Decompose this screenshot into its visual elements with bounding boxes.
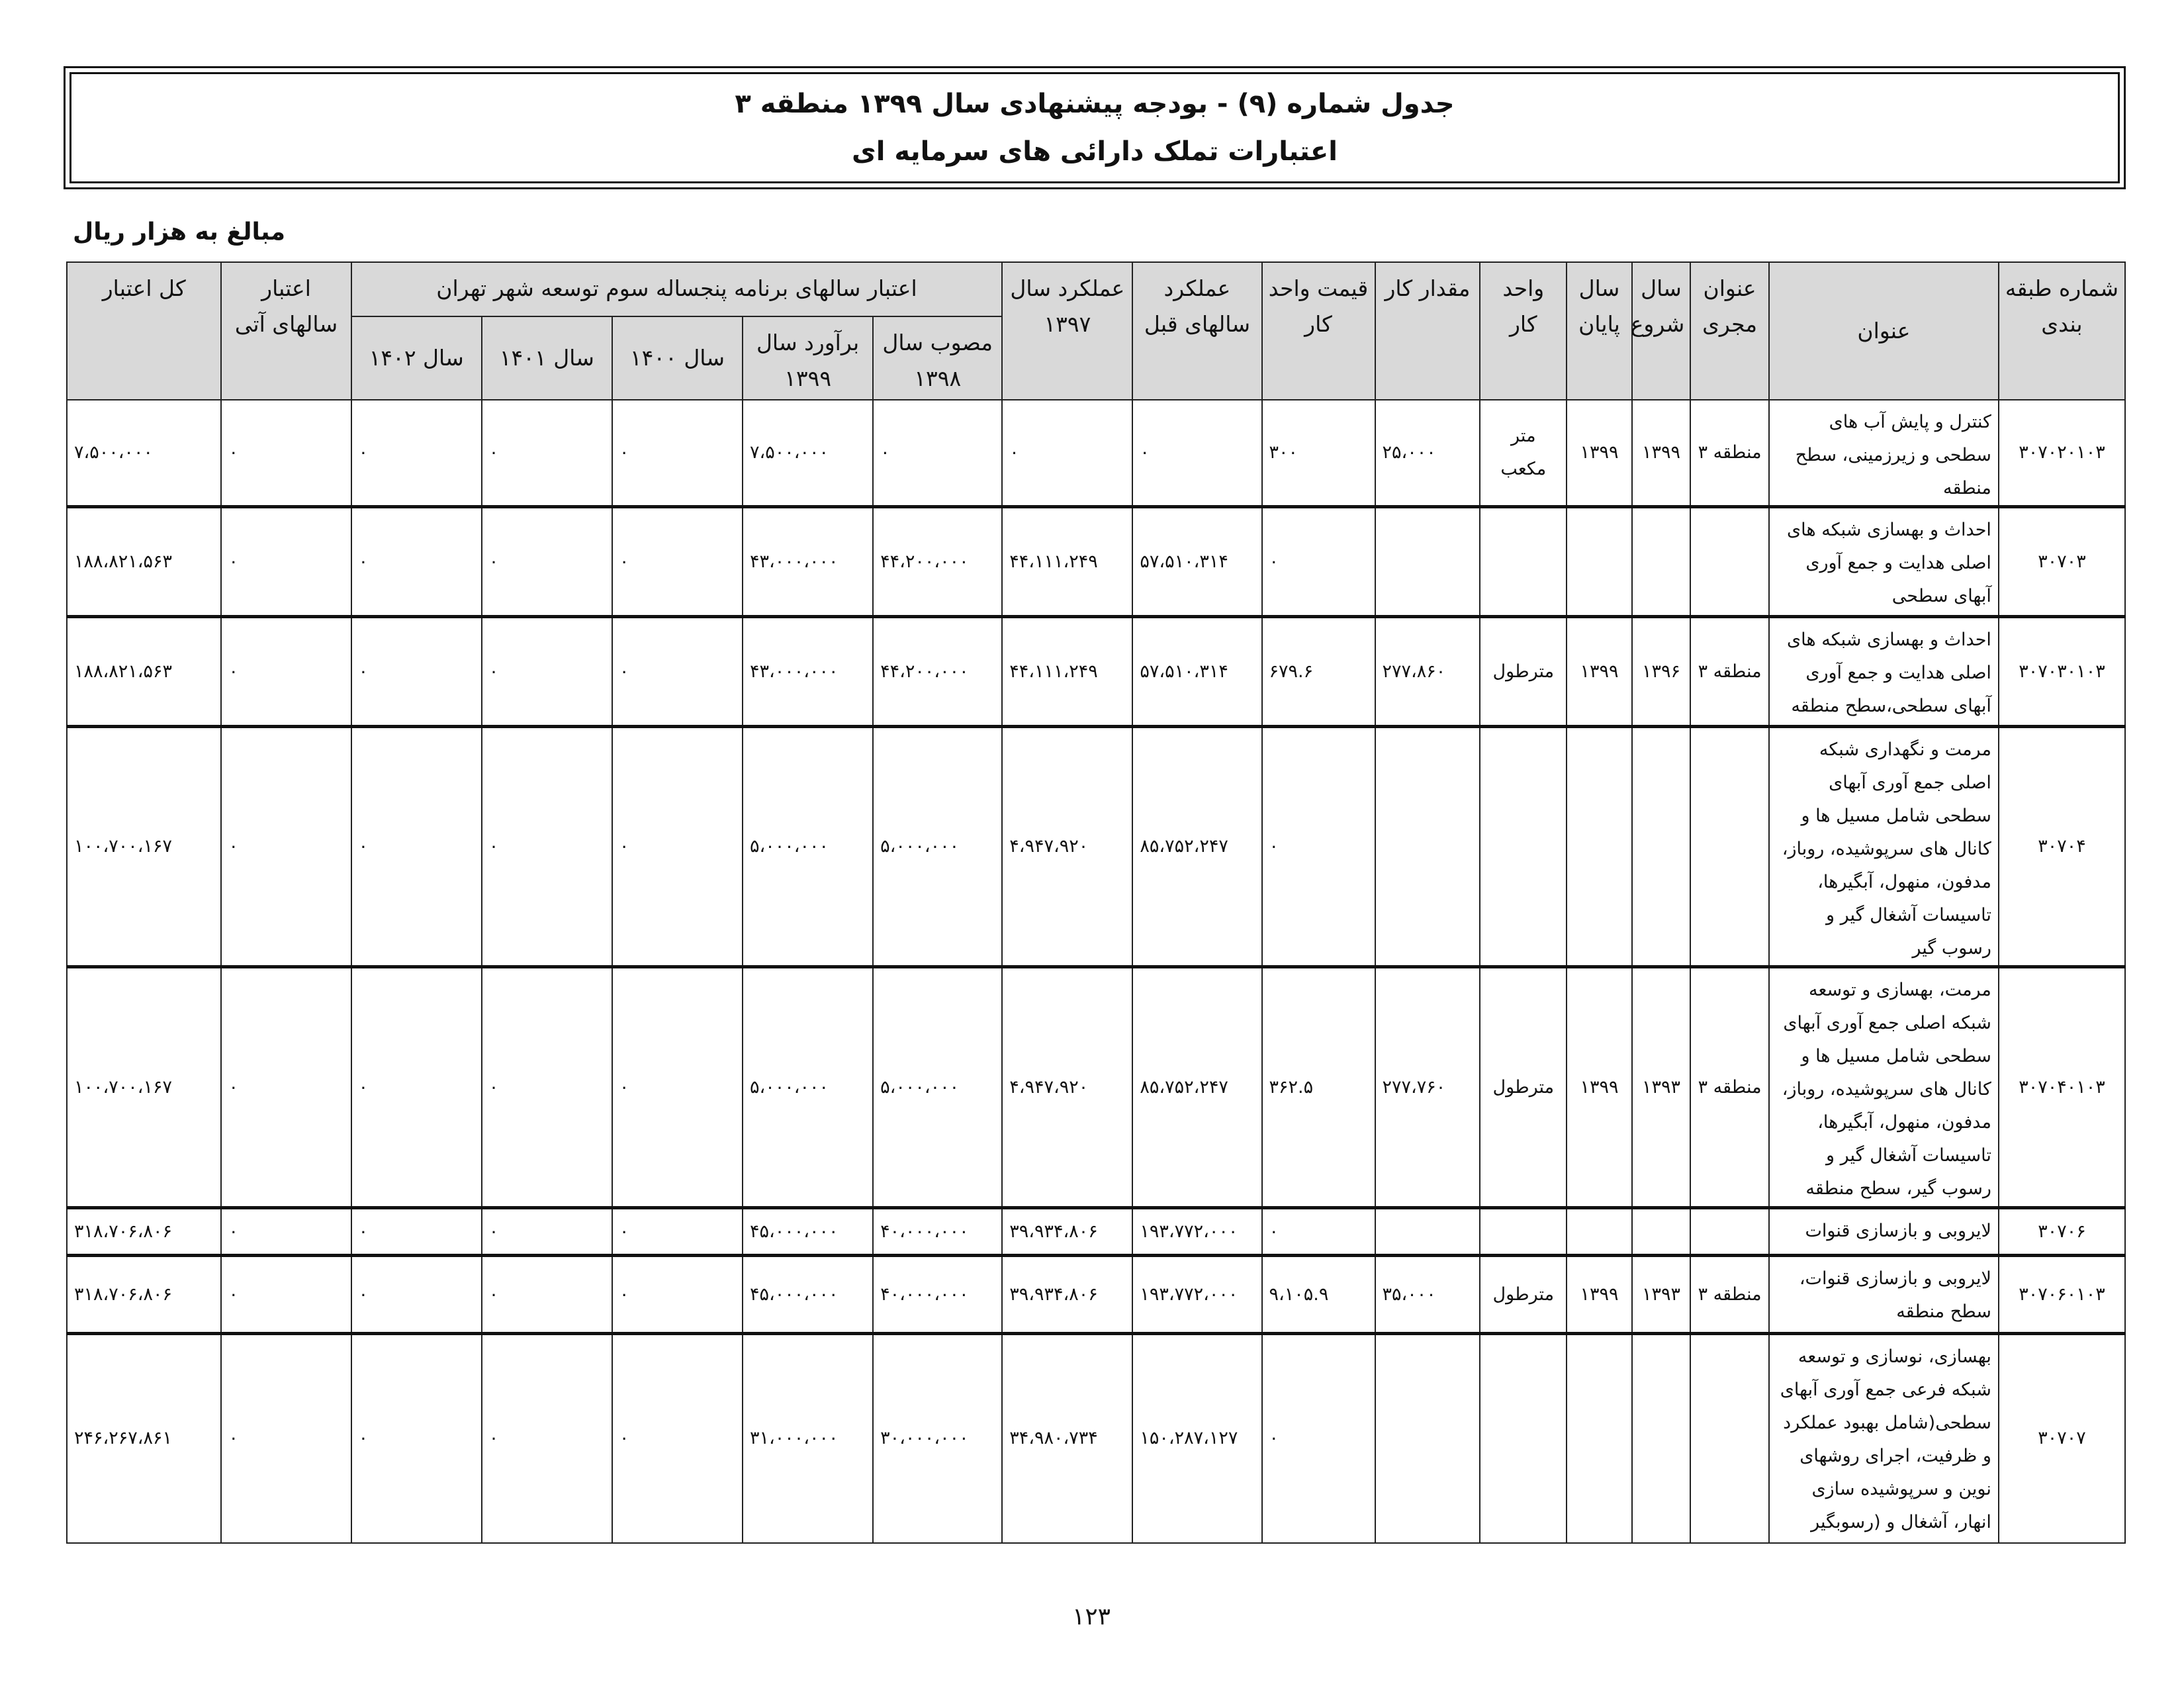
cell-future-credit: ۰ — [221, 507, 351, 617]
cell-end-year — [1567, 1208, 1632, 1256]
cell-unit-price: ۶۷۹.۶ — [1262, 617, 1375, 727]
col-header-title: عنوان — [1769, 262, 1999, 400]
cell-estimate-1399: ۴۳،۰۰۰،۰۰۰ — [743, 617, 873, 727]
cell-start-year: ۱۳۹۶ — [1632, 617, 1691, 727]
cell-start-year — [1632, 507, 1691, 617]
cell-estimate-1399: ۴۳،۰۰۰،۰۰۰ — [743, 507, 873, 617]
cell-year-1401: ۰ — [482, 1334, 612, 1543]
cell-unit: متر مکعب — [1480, 400, 1567, 507]
cell-performance-1397: ۳۹،۹۳۴،۸۰۶ — [1002, 1256, 1132, 1334]
table-body — [67, 400, 2125, 1543]
cell-year-1402: ۰ — [351, 967, 482, 1208]
cell-year-1402: ۰ — [351, 1208, 482, 1256]
table-row — [67, 1256, 2125, 1334]
page-number: ۱۲۳ — [1072, 1603, 1111, 1630]
cell-start-year: ۱۳۹۹ — [1632, 400, 1691, 507]
table-title: جدول شماره (۹) - بودجه پیشنهادی سال ۱۳۹۹ منطقه ۳ — [735, 89, 1455, 119]
cell-future-credit: ۰ — [221, 617, 351, 727]
cell-title: لایروبی و بازسازی قنوات، سطح منطقه — [1769, 1256, 1999, 1334]
table-row — [67, 507, 2125, 617]
cell-unit-price: ۰ — [1262, 1334, 1375, 1543]
cell-unit — [1480, 1334, 1567, 1543]
cell-unit-price: ۳۰۰ — [1262, 400, 1375, 507]
cell-estimate-1399: ۴۵،۰۰۰،۰۰۰ — [743, 1256, 873, 1334]
cell-code: ۳۰۷۰۳ — [1999, 507, 2125, 617]
col-header-performance-1397: عملکرد سال ۱۳۹۷ — [1002, 262, 1132, 400]
cell-total-credit: ۱۸۸،۸۲۱،۵۶۳ — [67, 617, 221, 727]
col-header-year-1402: سال ۱۴۰۲ — [351, 316, 482, 400]
cell-code: ۳۰۷۰۴ — [1999, 727, 2125, 967]
cell-future-credit: ۰ — [221, 727, 351, 967]
col-header-code: شماره طبقه بندی — [1999, 262, 2125, 400]
cell-approved-1398: ۴۴،۲۰۰،۰۰۰ — [873, 507, 1002, 617]
cell-start-year — [1632, 1208, 1691, 1256]
cell-year-1400: ۰ — [612, 967, 743, 1208]
cell-future-credit: ۰ — [221, 1256, 351, 1334]
cell-title: بهسازی، نوسازی و توسعه شبکه فرعی جمع آوری آبهای سطحی(شامل بهبود عملکرد و ظرفیت، اجرای روشهای نوین و سرپوشیده سازی انهار، آشغال و (رسوبگیر — [1769, 1334, 1999, 1543]
cell-executor — [1690, 727, 1769, 967]
cell-quantity — [1375, 727, 1480, 967]
cell-quantity: ۲۷۷،۸۶۰ — [1375, 617, 1480, 727]
col-header-future-credit: اعتبار سالهای آتی — [221, 262, 351, 400]
cell-total-credit: ۲۴۶،۲۶۷،۸۶۱ — [67, 1334, 221, 1543]
col-header-executor: عنوان مجری — [1690, 262, 1769, 400]
cell-total-credit: ۳۱۸،۷۰۶،۸۰۶ — [67, 1208, 221, 1256]
col-header-prior-performance: عملکرد سالهای قبل — [1132, 262, 1261, 400]
cell-year-1401: ۰ — [482, 507, 612, 617]
cell-performance-1397: ۳۴،۹۸۰،۷۳۴ — [1002, 1334, 1132, 1543]
cell-performance-1397: ۴۴،۱۱۱،۲۴۹ — [1002, 507, 1132, 617]
cell-approved-1398: ۵،۰۰۰،۰۰۰ — [873, 727, 1002, 967]
cell-prior-performance: ۱۹۳،۷۷۲،۰۰۰ — [1132, 1256, 1261, 1334]
cell-quantity: ۲۷۷،۷۶۰ — [1375, 967, 1480, 1208]
cell-future-credit: ۰ — [221, 400, 351, 507]
cell-start-year: ۱۳۹۳ — [1632, 1256, 1691, 1334]
cell-code: ۳۰۷۰۶۰۱۰۳ — [1999, 1256, 2125, 1334]
cell-estimate-1399: ۷،۵۰۰،۰۰۰ — [743, 400, 873, 507]
cell-estimate-1399: ۵،۰۰۰،۰۰۰ — [743, 727, 873, 967]
title-box — [64, 66, 2126, 189]
cell-executor: منطقه ۳ — [1690, 967, 1769, 1208]
cell-year-1402: ۰ — [351, 617, 482, 727]
cell-title: احداث و بهسازی شبکه های اصلی هدایت و جمع آوری آبهای سطحی،سطح منطقه — [1769, 617, 1999, 727]
col-header-unit: واحد کار — [1480, 262, 1567, 400]
cell-quantity — [1375, 507, 1480, 617]
cell-performance-1397: ۳۹،۹۳۴،۸۰۶ — [1002, 1208, 1132, 1256]
cell-year-1400: ۰ — [612, 1208, 743, 1256]
cell-approved-1398: ۴۴،۲۰۰،۰۰۰ — [873, 617, 1002, 727]
table-row — [67, 967, 2125, 1208]
cell-performance-1397: ۴،۹۴۷،۹۲۰ — [1002, 727, 1132, 967]
cell-total-credit: ۷،۵۰۰،۰۰۰ — [67, 400, 221, 507]
cell-year-1402: ۰ — [351, 1334, 482, 1543]
cell-year-1401: ۰ — [482, 617, 612, 727]
cell-code: ۳۰۷۰۲۰۱۰۳ — [1999, 400, 2125, 507]
cell-year-1400: ۰ — [612, 727, 743, 967]
cell-unit-price: ۰ — [1262, 1208, 1375, 1256]
col-header-quantity: مقدار کار — [1375, 262, 1480, 400]
cell-code: ۳۰۷۰۶ — [1999, 1208, 2125, 1256]
cell-unit — [1480, 1208, 1567, 1256]
budget-table-container — [66, 261, 2126, 1544]
cell-approved-1398: ۳۰،۰۰۰،۰۰۰ — [873, 1334, 1002, 1543]
cell-quantity: ۲۵،۰۰۰ — [1375, 400, 1480, 507]
cell-year-1402: ۰ — [351, 727, 482, 967]
cell-code: ۳۰۷۰۳۰۱۰۳ — [1999, 617, 2125, 727]
cell-end-year — [1567, 507, 1632, 617]
cell-quantity — [1375, 1208, 1480, 1256]
cell-executor: منطقه ۳ — [1690, 1256, 1769, 1334]
cell-year-1402: ۰ — [351, 1256, 482, 1334]
cell-code: ۳۰۷۰۴۰۱۰۳ — [1999, 967, 2125, 1208]
cell-year-1400: ۰ — [612, 1334, 743, 1543]
cell-executor: منطقه ۳ — [1690, 617, 1769, 727]
table-subtitle: اعتبارات تملک دارائی های سرمایه ای — [852, 136, 1338, 167]
cell-unit: مترطول — [1480, 617, 1567, 727]
cell-prior-performance: ۸۵،۷۵۲،۲۴۷ — [1132, 967, 1261, 1208]
cell-unit-price: ۳۶۲.۵ — [1262, 967, 1375, 1208]
cell-prior-performance: ۰ — [1132, 400, 1261, 507]
col-header-unit-price: قیمت واحد کار — [1262, 262, 1375, 400]
cell-approved-1398: ۰ — [873, 400, 1002, 507]
cell-year-1400: ۰ — [612, 617, 743, 727]
cell-estimate-1399: ۴۵،۰۰۰،۰۰۰ — [743, 1208, 873, 1256]
cell-title: کنترل و پایش آب های سطحی و زیرزمینی، سطح منطقه — [1769, 400, 1999, 507]
cell-year-1401: ۰ — [482, 727, 612, 967]
col-header-year-1400: سال ۱۴۰۰ — [612, 316, 743, 400]
currency-unit-note: مبالغ به هزار ریال — [73, 218, 285, 246]
col-header-year-1401: سال ۱۴۰۱ — [482, 316, 612, 400]
cell-prior-performance: ۵۷،۵۱۰،۳۱۴ — [1132, 617, 1261, 727]
cell-performance-1397: ۴۴،۱۱۱،۲۴۹ — [1002, 617, 1132, 727]
cell-unit — [1480, 727, 1567, 967]
cell-year-1400: ۰ — [612, 400, 743, 507]
cell-title: لایروبی و بازسازی قنوات — [1769, 1208, 1999, 1256]
cell-year-1401: ۰ — [482, 1256, 612, 1334]
cell-prior-performance: ۵۷،۵۱۰،۳۱۴ — [1132, 507, 1261, 617]
cell-start-year: ۱۳۹۳ — [1632, 967, 1691, 1208]
title-frame — [69, 72, 2120, 183]
table-row — [67, 617, 2125, 727]
table-row — [67, 1334, 2125, 1543]
cell-unit: مترطول — [1480, 967, 1567, 1208]
cell-year-1401: ۰ — [482, 400, 612, 507]
cell-unit-price: ۹،۱۰۵.۹ — [1262, 1256, 1375, 1334]
cell-year-1401: ۰ — [482, 967, 612, 1208]
cell-unit: مترطول — [1480, 1256, 1567, 1334]
col-header-plan-group: اعتبار سالهای برنامه پنجساله سوم توسعه شهر تهران — [351, 262, 1003, 316]
cell-start-year — [1632, 727, 1691, 967]
cell-year-1401: ۰ — [482, 1208, 612, 1256]
cell-quantity: ۳۵،۰۰۰ — [1375, 1256, 1480, 1334]
cell-total-credit: ۳۱۸،۷۰۶،۸۰۶ — [67, 1256, 221, 1334]
cell-future-credit: ۰ — [221, 1208, 351, 1256]
col-header-estimate-1399: برآورد سال ۱۳۹۹ — [743, 316, 873, 400]
col-header-total-credit: کل اعتبار — [67, 262, 221, 400]
col-header-start-year: سال شروع — [1632, 262, 1691, 400]
cell-future-credit: ۰ — [221, 1334, 351, 1543]
cell-executor — [1690, 1208, 1769, 1256]
cell-end-year: ۱۳۹۹ — [1567, 1256, 1632, 1334]
cell-prior-performance: ۱۹۳،۷۷۲،۰۰۰ — [1132, 1208, 1261, 1256]
cell-title: احداث و بهسازی شبکه های اصلی هدایت و جمع آوری آبهای سطحی — [1769, 507, 1999, 617]
cell-end-year — [1567, 1334, 1632, 1543]
cell-unit — [1480, 507, 1567, 617]
cell-start-year — [1632, 1334, 1691, 1543]
cell-year-1402: ۰ — [351, 400, 482, 507]
cell-code: ۳۰۷۰۷ — [1999, 1334, 2125, 1543]
cell-end-year: ۱۳۹۹ — [1567, 967, 1632, 1208]
col-header-end-year: سال پایان — [1567, 262, 1632, 400]
table-row — [67, 1208, 2125, 1256]
cell-quantity — [1375, 1334, 1480, 1543]
cell-estimate-1399: ۳۱،۰۰۰،۰۰۰ — [743, 1334, 873, 1543]
cell-future-credit: ۰ — [221, 967, 351, 1208]
cell-unit-price: ۰ — [1262, 507, 1375, 617]
cell-end-year — [1567, 727, 1632, 967]
cell-executor — [1690, 507, 1769, 617]
cell-total-credit: ۱۰۰،۷۰۰،۱۶۷ — [67, 727, 221, 967]
cell-estimate-1399: ۵،۰۰۰،۰۰۰ — [743, 967, 873, 1208]
cell-prior-performance: ۱۵۰،۲۸۷،۱۲۷ — [1132, 1334, 1261, 1543]
cell-executor — [1690, 1334, 1769, 1543]
cell-year-1402: ۰ — [351, 507, 482, 617]
cell-title: مرمت و نگهداری شبکه اصلی جمع آوری آبهای سطحی شامل مسیل ها و کانال های سرپوشیده، روباز، مدفون، منهول، آبگیرها، تاسیسات آشغال گیر و رسوب گیر — [1769, 727, 1999, 967]
cell-title: مرمت، بهسازی و توسعه شبکه اصلی جمع آوری آبهای سطحی شامل مسیل ها و کانال های سرپوشیده، روباز، مدفون، منهول، آبگیرها، تاسیسات آشغال گیر و رسوب گیر، سطح منطقه — [1769, 967, 1999, 1208]
cell-approved-1398: ۵،۰۰۰،۰۰۰ — [873, 967, 1002, 1208]
cell-approved-1398: ۴۰،۰۰۰،۰۰۰ — [873, 1256, 1002, 1334]
cell-performance-1397: ۰ — [1002, 400, 1132, 507]
budget-table — [66, 261, 2126, 1544]
cell-year-1400: ۰ — [612, 1256, 743, 1334]
cell-end-year: ۱۳۹۹ — [1567, 400, 1632, 507]
cell-prior-performance: ۸۵،۷۵۲،۲۴۷ — [1132, 727, 1261, 967]
cell-performance-1397: ۴،۹۴۷،۹۲۰ — [1002, 967, 1132, 1208]
table-row — [67, 727, 2125, 967]
cell-year-1400: ۰ — [612, 507, 743, 617]
cell-total-credit: ۱۸۸،۸۲۱،۵۶۳ — [67, 507, 221, 617]
table-row — [67, 400, 2125, 507]
cell-unit-price: ۰ — [1262, 727, 1375, 967]
cell-total-credit: ۱۰۰،۷۰۰،۱۶۷ — [67, 967, 221, 1208]
cell-end-year: ۱۳۹۹ — [1567, 617, 1632, 727]
col-header-approved-1398: مصوب سال ۱۳۹۸ — [873, 316, 1002, 400]
cell-executor: منطقه ۳ — [1690, 400, 1769, 507]
cell-approved-1398: ۴۰،۰۰۰،۰۰۰ — [873, 1208, 1002, 1256]
